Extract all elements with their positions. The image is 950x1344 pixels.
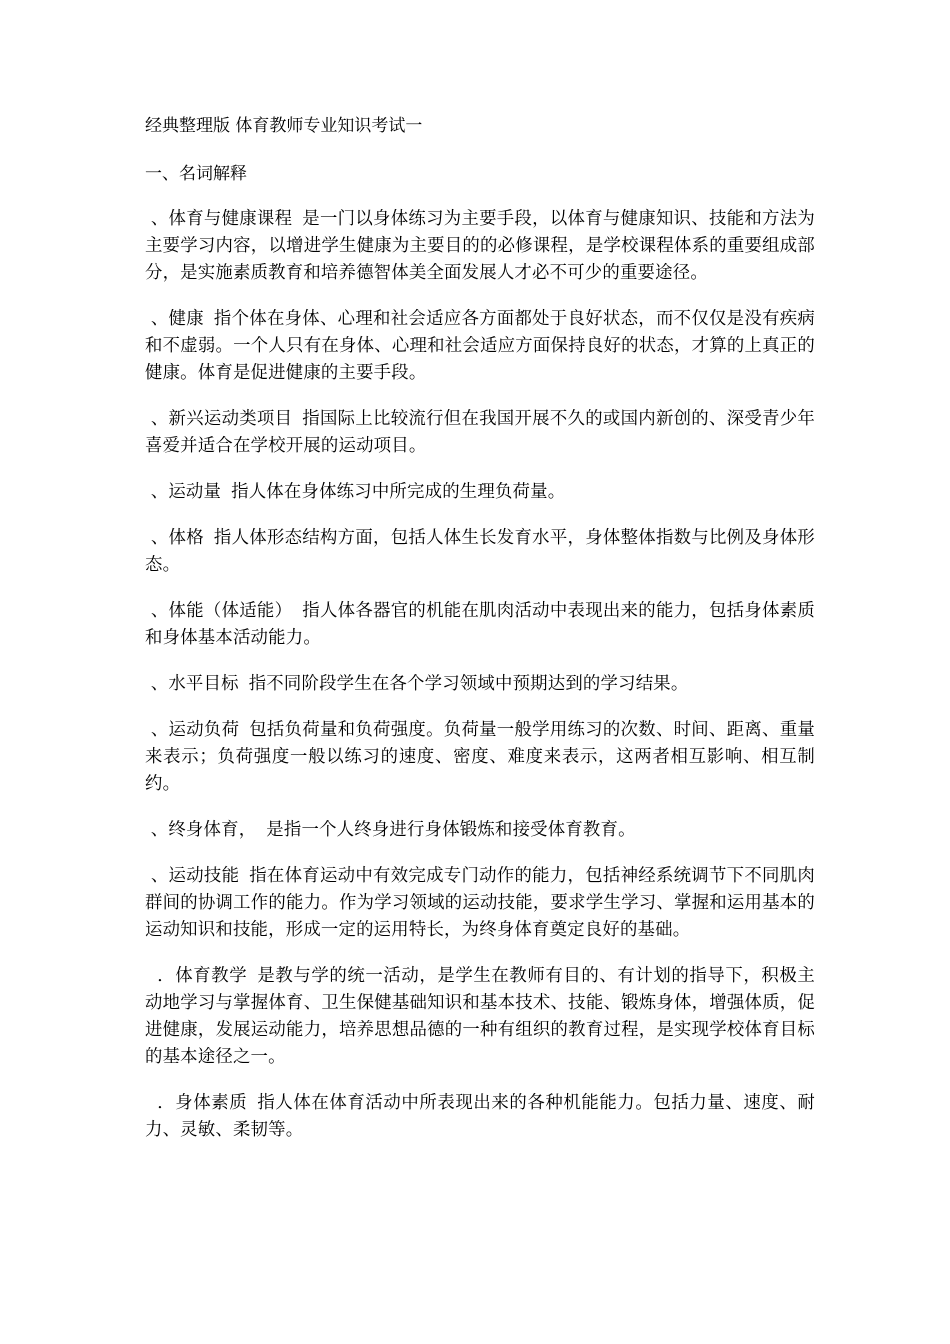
definition-entry [145,963,815,1071]
definition-entry [145,1090,815,1144]
entry-definition: 指人体在身体练习中所完成的生理负荷量。 [231,482,566,502]
entry-prefix: 、 [145,528,169,548]
entry-term: 健康 [168,309,204,329]
entry-prefix: 、 [145,720,169,740]
section-heading: 一、名词解释 [145,164,247,184]
entry-definition: 包括负荷量和负荷强度。负荷量一般学用练习的次数、时间、距离、重量来表示；负荷强度一般以练习的速度、密度、难度来表示，这两者相互影响、相互制约。 [145,720,815,794]
entry-term: 体能（体适能） [168,601,293,621]
entry-prefix: 、 [145,409,169,429]
entry-prefix: 、 [145,866,169,886]
definition-entry [145,406,815,460]
entry-prefix: 、 [145,601,169,621]
entry-term: 体育与健康课程 [168,209,293,229]
entry-term: 运动量 [168,482,222,502]
definition-entry [145,525,815,579]
entry-definition: 指人体在体育活动中所表现出来的各种机能能力。包括力量、速度、耐力、灵敏、柔韧等。 [145,1093,815,1140]
definition-entry [145,306,815,387]
document-title: 经典整理版 体育教师专业知识考试一 [145,116,423,136]
entry-prefix: 、 [145,674,169,694]
entry-term: 新兴运动类项目 [168,409,293,429]
entry-definition: 是一门以身体练习为主要手段，以体育与健康知识、技能和方法为主要学习内容，以增进学生健康为主要目的的必修课程，是学校课程体系的重要组成部分，是实施素质教育和培养德智体美全面发展人才必不可少的重要途径。 [145,209,815,283]
entry-prefix: 、 [145,209,169,229]
entry-prefix: ． [145,1093,176,1113]
entry-term: 身体素质 [175,1093,248,1113]
definition-entry [145,717,815,798]
entry-term: 终身体育， [168,820,257,840]
entry-definition: 指个体在身体、心理和社会适应各方面都处于良好状态，而不仅仅是没有疾病和不虚弱。一个人只有在身体、心理和社会适应方面保持良好的状态，才算的上真正的健康。体育是促进健康的主要手段。 [145,309,815,383]
entry-prefix: 、 [145,309,169,329]
entry-prefix: 、 [145,820,169,840]
entry-term: 运动负荷 [168,720,240,740]
entry-prefix: 、 [145,482,169,502]
entry-definition: 指在体育运动中有效完成专门动作的能力，包括神经系统调节下不同肌肉群间的协调工作的能力。作为学习领域的运动技能，要求学生学习、掌握和运用基本的运动知识和技能，形成一定的运用特长，为终身体育奠定良好的基础。 [145,866,815,940]
entry-term: 运动技能 [168,866,240,886]
definition-entry [145,863,815,944]
entry-definition: 指不同阶段学生在各个学习领域中预期达到的学习结果。 [248,674,689,694]
document-page [145,112,815,1163]
definition-entry [145,598,815,652]
entry-definition: 指国际上比较流行但在我国开展不久的或国内新创的、深受青少年喜爱并适合在学校开展的运动项目。 [145,409,815,456]
definition-entry [145,671,815,698]
entry-term: 水平目标 [168,674,239,694]
entry-term: 体育教学 [175,966,248,986]
entry-definition: 指人体形态结构方面，包括人体生长发育水平，身体整体指数与比例及身体形态。 [145,528,815,575]
entry-definition: 是指一个人终身进行身体锻炼和接受体育教育。 [266,820,636,840]
entry-prefix: ． [145,966,176,986]
entry-definition: 指人体各器官的机能在肌肉活动中表现出来的能力，包括身体素质和身体基本活动能力。 [145,601,815,648]
definition-entry [145,479,815,506]
definition-entry [145,817,815,844]
entry-term: 体格 [168,528,204,548]
entry-definition: 是教与学的统一活动，是学生在教师有目的、有计划的指导下，积极主动地学习与掌握体育、卫生保健基础知识和基本技术、技能、锻炼身体，增强体质，促进健康，发展运动能力，培养思想品德的一种有组织的教育过程，是实现学校体育目标的基本途径之一。 [145,966,815,1067]
definition-entry [145,206,815,287]
